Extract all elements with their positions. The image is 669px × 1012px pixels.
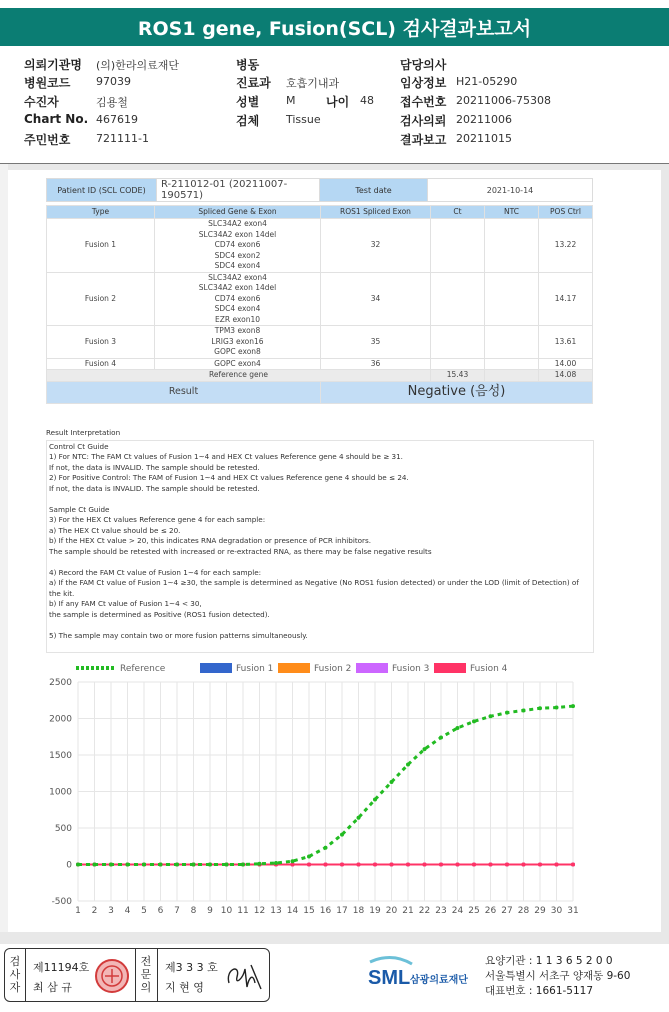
seal-icon — [93, 957, 131, 995]
x-tick-label: 2 — [91, 906, 98, 916]
x-tick-label: 22 — [418, 906, 431, 916]
interpretation-line: If not, the data is INVALID. The sample should be retested. — [49, 483, 260, 493]
gray-band — [0, 164, 669, 170]
x-tick-label: 12 — [253, 906, 266, 916]
info-value: (의)한라의료재단 — [96, 59, 179, 72]
legend-swatch — [278, 663, 310, 673]
interpretation-line: 1) For NTC: The FAM Ct values of Fusion 1~4 and HEX Ct values Reference gene 4 should be ≥ 31. — [49, 452, 403, 462]
fusion-type: Fusion 2 — [47, 272, 155, 326]
gene-exon: SDC4 exon4 — [214, 304, 261, 313]
gene-exon: EZR exon10 — [214, 314, 261, 324]
data-point — [472, 863, 476, 867]
info-label: 진료과 — [236, 76, 271, 90]
legend-swatch — [434, 663, 466, 673]
x-tick-label: 21 — [402, 906, 414, 916]
age-label: 나이 — [326, 95, 350, 109]
interpretation-block — [49, 568, 591, 621]
data-point — [489, 863, 493, 867]
interpretation-title: Result Interpretation — [46, 428, 121, 437]
data-point — [571, 863, 575, 867]
gene-exon: SDC4 exon4 — [214, 261, 261, 270]
interpretation-box — [46, 440, 594, 654]
org-address: 요양기관 : 1 1 3 6 5 2 0 0 서울특별시 서초구 양재동 9-60 대표번호 : 1661-5117 — [485, 955, 631, 997]
data-point — [373, 863, 377, 867]
gene-exon: LRIG3 exon16 — [211, 336, 264, 346]
data-point — [357, 816, 361, 820]
col-header: Type — [47, 206, 155, 219]
legend-label: Fusion 1 — [236, 664, 274, 674]
ros1-exon: 35 — [321, 326, 431, 359]
info-label: 병동 — [236, 58, 260, 72]
info-value: 20211006 — [456, 113, 512, 126]
data-point — [126, 863, 130, 867]
fusion-type: Fusion 1 — [47, 219, 155, 273]
reference-label: Reference gene — [47, 370, 431, 382]
data-point — [192, 863, 196, 867]
x-tick-label: 4 — [124, 906, 131, 916]
data-point — [175, 863, 179, 867]
data-point — [307, 854, 311, 858]
x-tick-label: 25 — [468, 906, 480, 916]
data-point — [456, 863, 460, 867]
legend-label: Fusion 4 — [470, 664, 508, 674]
gene-exon: SLC34A2 exon 14del — [198, 283, 277, 292]
info-value: 호흡기내과 — [286, 77, 340, 90]
interpretation-line: Sample Ct Guide — [49, 504, 110, 514]
patient-id-value: R-211012-01 (20211007-190571) — [157, 179, 320, 202]
interpretation-line: b) If any FAM Ct value of Fusion 1~4 < 30, — [49, 599, 202, 609]
spliced-genes — [155, 219, 321, 273]
data-point — [109, 863, 113, 867]
data-point — [522, 863, 526, 867]
data-point — [555, 706, 559, 710]
examiner-license: 제11194호 — [33, 961, 90, 974]
info-label: 임상정보 — [400, 76, 447, 90]
info-label: 접수번호 — [400, 95, 447, 109]
x-tick-label: 13 — [270, 906, 282, 916]
result-interpretation — [46, 428, 594, 653]
data-point — [340, 833, 344, 837]
pos-ctrl-value: 13.22 — [539, 219, 593, 273]
data-point — [505, 711, 509, 715]
gene-exon: SLC34A2 exon4 — [208, 272, 267, 282]
gene-exon: CD74 exon6 — [214, 240, 261, 249]
interpretation-line: Control Ct Guide — [49, 441, 109, 451]
y-tick-label: 2500 — [49, 678, 72, 688]
x-tick-label: 5 — [141, 906, 147, 916]
specialist-license: 제3 3 3 호 — [165, 961, 218, 974]
spliced-genes — [155, 326, 321, 359]
y-tick-label: 1500 — [49, 751, 72, 761]
ros1-exon: 32 — [321, 219, 431, 273]
data-point — [373, 798, 377, 802]
x-tick-label: 7 — [174, 906, 180, 916]
y-tick-label: 1000 — [49, 787, 72, 798]
info-value: 721111-1 — [96, 132, 149, 145]
data-point — [324, 863, 328, 867]
x-tick-label: 20 — [385, 906, 398, 916]
gene-exon: CD74 exon6 — [214, 293, 261, 303]
info-label: Chart No. — [24, 112, 89, 126]
data-point — [538, 863, 542, 867]
signature-icon — [223, 959, 265, 993]
interpretation-block — [49, 631, 591, 642]
x-tick-label: 31 — [567, 906, 579, 916]
data-point — [390, 863, 394, 867]
data-point — [423, 863, 427, 867]
specialist-name: 지 현 영 — [165, 981, 204, 994]
info-value: H21-05290 — [456, 75, 518, 88]
table-row — [47, 358, 593, 370]
x-tick-label: 26 — [484, 906, 497, 916]
ct-value — [431, 358, 485, 370]
data-point — [555, 863, 559, 867]
x-tick-label: 17 — [336, 906, 348, 916]
ct-value — [431, 272, 485, 326]
col-header: Spliced Gene & Exon — [155, 206, 321, 219]
right-strip — [661, 164, 669, 944]
reference-pos: 14.08 — [539, 370, 593, 382]
x-tick-label: 9 — [207, 906, 213, 916]
data-point — [406, 762, 410, 766]
data-point — [291, 859, 295, 863]
data-point — [406, 863, 410, 867]
interpretation-line: 3) For the HEX Ct values Reference gene 4 for each sample: — [49, 515, 266, 525]
x-tick-label: 30 — [550, 906, 563, 916]
specialist-label: 전 문 의 — [140, 955, 152, 994]
data-point — [159, 863, 163, 867]
data-point — [423, 747, 427, 751]
table-row — [47, 219, 593, 273]
data-point — [258, 862, 262, 866]
x-tick-label: 10 — [220, 906, 233, 916]
interpretation-line: a) If the FAM Ct value of Fusion 1~4 ≥30, the sample is determined as Negative (No ROS1 fusion detected) or under the LOD (limit of Detection) of the kit. — [49, 578, 579, 598]
legend-swatch — [200, 663, 232, 673]
interpretation-line: 2) For Positive Control: The FAM of Fusion 1~4 and HEX Ct values Reference gene 4 should be ≤ 24. — [49, 473, 409, 483]
gene-exon: SDC4 exon2 — [214, 250, 261, 260]
test-date-label: Test date — [320, 179, 428, 202]
pos-ctrl-value: 14.17 — [539, 272, 593, 326]
gene-exon: TPM3 exon8 — [214, 326, 261, 335]
fusion-type: Fusion 3 — [47, 326, 155, 359]
interpretation-line: 5) The sample may contain two or more fusion patterns simultaneously. — [49, 630, 308, 640]
patient-id-table — [46, 178, 593, 202]
y-tick-label: 500 — [54, 824, 72, 834]
spliced-genes — [155, 358, 321, 370]
data-point — [324, 846, 328, 850]
info-value: 김용철 — [96, 96, 128, 109]
sml-logo-icon — [368, 954, 478, 994]
y-tick-label: -500 — [51, 897, 72, 907]
info-label: 검체 — [236, 114, 260, 128]
data-point — [571, 704, 575, 708]
gene-exon: SLC34A2 exon4 — [208, 219, 267, 228]
legend-label: Fusion 3 — [392, 664, 430, 674]
data-point — [489, 714, 493, 718]
x-tick-label: 19 — [369, 906, 381, 916]
left-strip — [0, 164, 8, 944]
interpretation-block — [49, 505, 591, 558]
ct-value — [431, 219, 485, 273]
footer — [0, 944, 669, 1012]
pos-ctrl-value: 14.00 — [539, 358, 593, 370]
info-value: 20211006-75308 — [456, 94, 551, 107]
result-label: Result — [47, 382, 321, 404]
age-value: 48 — [360, 94, 374, 107]
info-label: 성별 — [236, 95, 260, 109]
data-point — [142, 863, 146, 867]
legend-label: Fusion 2 — [314, 664, 352, 674]
test-date-value: 2021-10-14 — [428, 179, 593, 202]
interpretation-line: If not, the data is INVALID. The sample should be retested. — [49, 462, 260, 472]
x-tick-label: 3 — [108, 906, 114, 916]
data-point — [225, 863, 229, 867]
info-label: 담당의사 — [400, 58, 447, 72]
ros1-exon: 36 — [321, 358, 431, 370]
col-header: NTC — [485, 206, 539, 219]
info-label: 의뢰기관명 — [24, 58, 82, 72]
patient-info — [24, 56, 664, 152]
table-row — [47, 326, 593, 359]
examiner-name: 최 삼 규 — [33, 981, 72, 994]
gene-exon: GOPC exon4 — [214, 358, 261, 368]
gene-exon: SLC34A2 exon 14del — [198, 229, 277, 239]
data-point — [93, 863, 97, 867]
ros1-exon: 34 — [321, 272, 431, 326]
x-tick-label: 6 — [157, 906, 164, 916]
ntc-value — [485, 272, 539, 326]
info-label: 병원코드 — [24, 76, 71, 90]
results-table — [46, 205, 593, 404]
svg-text:삼광의료재단: 삼광의료재단 — [410, 975, 468, 986]
interpretation-line: a) The HEX Ct value should be ≤ 20. — [49, 525, 181, 535]
interpretation-line: 4) Record the FAM Ct value of Fusion 1~4 for each sample: — [49, 567, 262, 577]
interpretation-block — [49, 442, 591, 495]
info-value: Tissue — [286, 113, 321, 126]
data-point — [340, 863, 344, 867]
reference-ct: 15.43 — [431, 370, 485, 382]
data-point — [357, 863, 361, 867]
legend-label: Reference — [120, 664, 166, 674]
report-title: ROS1 gene, Fusion(SCL) 검사결과보고서 — [0, 8, 669, 46]
info-value: 20211015 — [456, 132, 512, 145]
reference-row — [47, 370, 593, 382]
info-label: 주민번호 — [24, 133, 71, 147]
data-point — [456, 726, 460, 730]
info-value: M — [286, 94, 296, 107]
data-point — [439, 863, 443, 867]
table-row — [47, 272, 593, 326]
interpretation-line: The sample should be retested with increased or re-extracted RNA, as there may be false negative results — [49, 546, 432, 556]
interpretation-line: the sample is determined as Positive (ROS1 fusion detected). — [49, 609, 270, 619]
info-label: 결과보고 — [400, 133, 447, 147]
x-tick-label: 27 — [501, 906, 513, 916]
data-point — [472, 719, 476, 723]
legend-swatch — [356, 663, 388, 673]
ntc-value — [485, 326, 539, 359]
x-tick-label: 8 — [190, 906, 197, 916]
spliced-genes — [155, 272, 321, 326]
x-tick-label: 29 — [534, 906, 546, 916]
col-header: POS Ctrl — [539, 206, 593, 219]
x-tick-label: 23 — [435, 906, 447, 916]
signature-box — [4, 948, 270, 1002]
data-point — [522, 708, 526, 712]
ntc-value — [485, 219, 539, 273]
data-point — [76, 863, 80, 867]
ct-value — [431, 326, 485, 359]
data-point — [208, 863, 212, 867]
gene-exon: GOPC exon8 — [214, 347, 261, 356]
info-value: 467619 — [96, 113, 138, 126]
result-value: Negative (음성) — [321, 382, 593, 404]
data-point — [390, 780, 394, 784]
sml-logo — [368, 954, 478, 998]
x-tick-label: 15 — [303, 906, 315, 916]
bottom-band — [0, 932, 669, 944]
x-tick-label: 18 — [352, 906, 365, 916]
info-value: 97039 — [96, 75, 131, 88]
data-point — [241, 863, 245, 867]
pos-ctrl-value: 13.61 — [539, 326, 593, 359]
fusion-type: Fusion 4 — [47, 358, 155, 370]
examiner-label: 검 사 자 — [9, 955, 21, 994]
x-tick-label: 24 — [451, 906, 464, 916]
patient-id-label: Patient ID (SCL CODE) — [47, 179, 157, 202]
amplification-chart — [40, 660, 600, 922]
data-point — [307, 863, 311, 867]
x-tick-label: 28 — [517, 906, 530, 916]
col-header: ROS1 Spliced Exon — [321, 206, 431, 219]
data-point — [505, 863, 509, 867]
x-tick-label: 14 — [286, 906, 299, 916]
y-tick-label: 2000 — [49, 714, 72, 725]
data-point — [538, 706, 542, 710]
x-tick-label: 16 — [319, 906, 332, 916]
x-tick-label: 11 — [237, 906, 249, 916]
ntc-value — [485, 358, 539, 370]
reference-ntc — [485, 370, 539, 382]
y-tick-label: 0 — [66, 860, 72, 871]
data-point — [274, 861, 278, 865]
svg-text:SML: SML — [368, 967, 411, 989]
result-row — [47, 382, 593, 404]
info-label: 수진자 — [24, 95, 59, 109]
x-tick-label: 1 — [75, 906, 81, 916]
interpretation-line: b) If the HEX Ct value > 20, this indicates RNA degradation or presence of PCR inhibitors. — [49, 536, 372, 546]
info-label: 검사의뢰 — [400, 114, 447, 128]
col-header: Ct — [431, 206, 485, 219]
data-point — [439, 735, 443, 739]
